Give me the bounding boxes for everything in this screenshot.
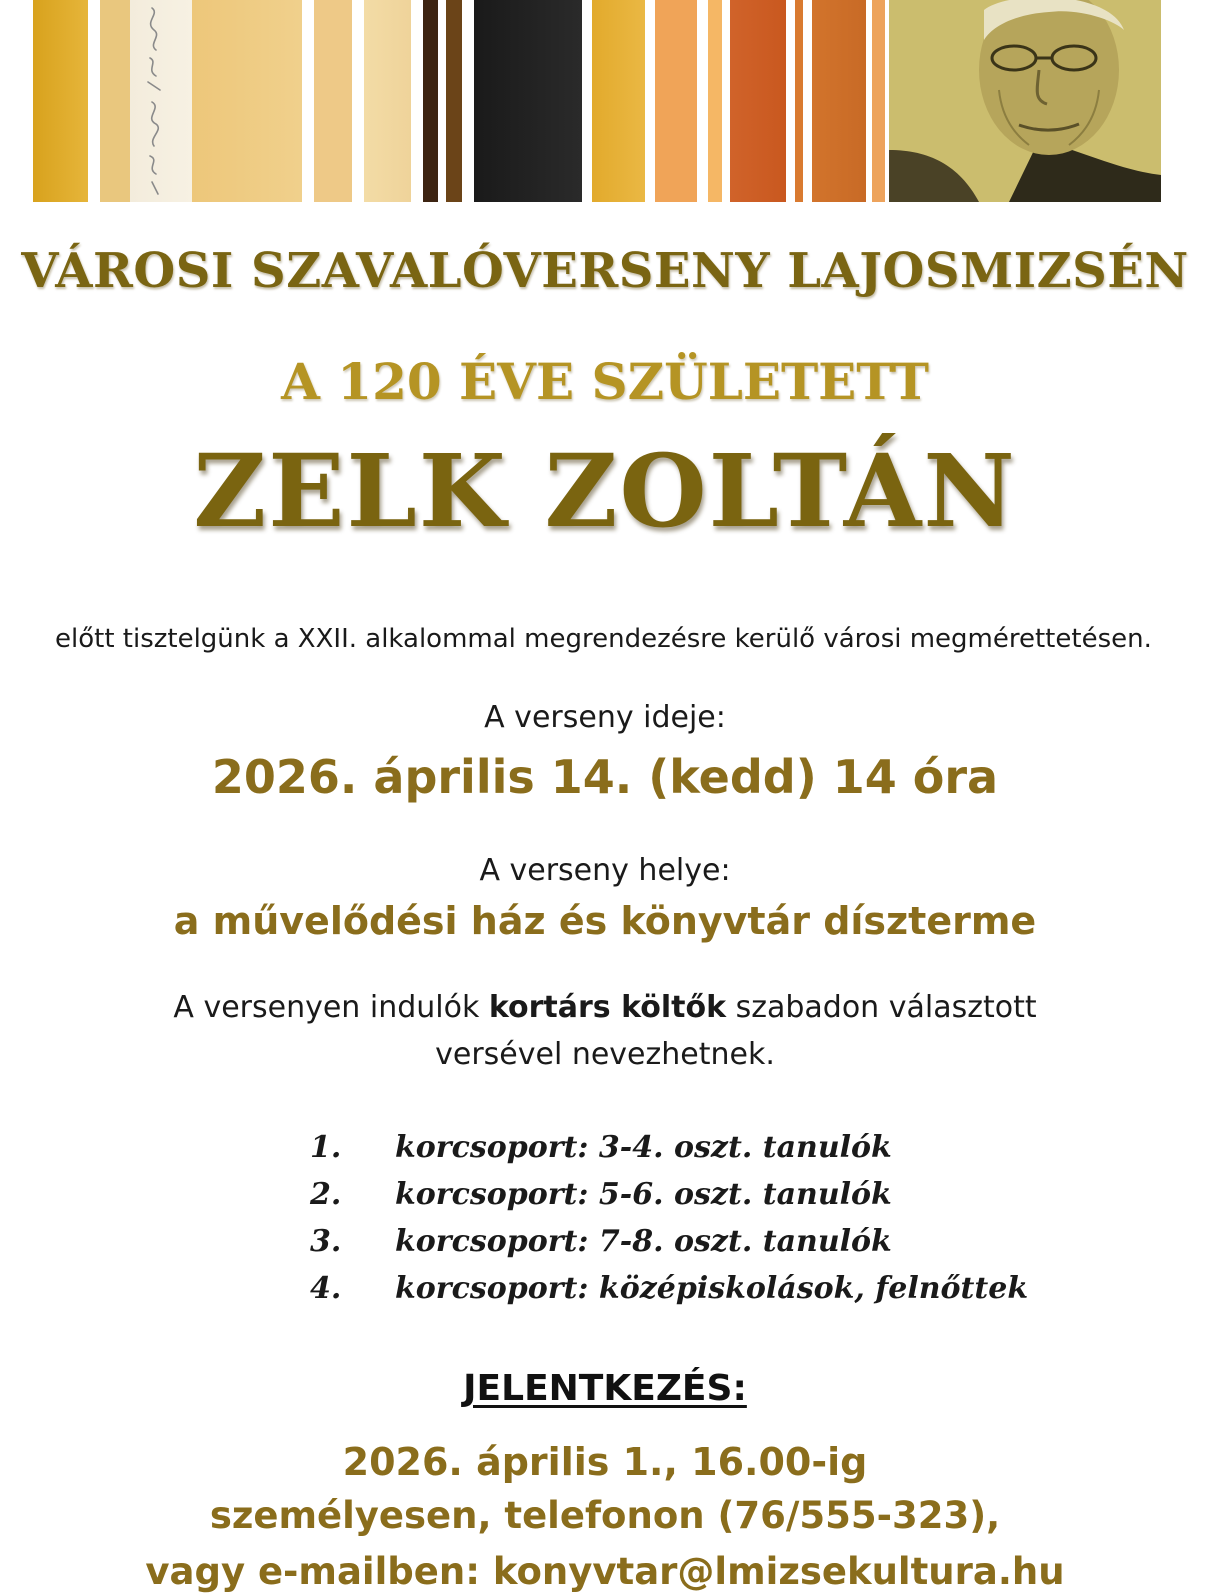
banner-stripe	[812, 0, 866, 202]
poet-name: ZELK ZOLTÁN	[193, 432, 1017, 550]
banner-stripe	[314, 0, 352, 202]
list-item-number: 2.	[310, 1177, 342, 1212]
list-item	[300, 1130, 1100, 1177]
banner-stripe	[872, 0, 885, 202]
list-item-number: 4.	[310, 1271, 342, 1306]
registration-heading: JELENTKEZÉS:	[463, 1368, 747, 1409]
list-item-number: 3.	[310, 1224, 342, 1259]
banner-stripe	[795, 0, 803, 202]
age-group-list	[300, 1130, 1100, 1318]
banner-stripe	[474, 0, 582, 202]
banner-stripe	[100, 0, 130, 202]
time-value: 2026. április 14. (kedd) 14 óra	[211, 750, 999, 804]
list-item	[300, 1271, 1100, 1318]
banner-stripe	[192, 0, 302, 202]
event-subtitle: A 120 ÉVE SZÜLETETT	[281, 352, 929, 411]
rules-emphasis: kortárs költők	[488, 990, 727, 1025]
list-item-text: korcsoport: 3-4. oszt. tanulók	[395, 1130, 892, 1165]
banner-stripe	[592, 0, 645, 202]
place-label: A verseny helye:	[479, 853, 731, 888]
place-value: a művelődési ház és könyvtár díszterme	[173, 899, 1037, 943]
event-title: VÁROSI SZAVALÓVERSENY LAJOSMIZSÉN	[21, 243, 1189, 299]
rules-text	[0, 990, 1210, 1025]
registration-deadline: 2026. április 1., 16.00-ig	[342, 1440, 868, 1484]
list-item	[300, 1177, 1100, 1224]
banner-stripe	[655, 0, 697, 202]
banner-stripe	[708, 0, 722, 202]
banner-stripe	[364, 0, 411, 202]
list-item-number: 1.	[310, 1130, 342, 1165]
list-item-text: korcsoport: 7-8. oszt. tanulók	[395, 1224, 892, 1259]
registration-contact: személyesen, telefonon (76/555-323),	[209, 1494, 1001, 1537]
intro-text: előtt tisztelgünk a XXII. alkalommal megrendezésre kerülő városi megmérettetésen.	[55, 624, 1152, 654]
rules-before: A versenyen indulók	[173, 990, 489, 1025]
list-item	[300, 1224, 1100, 1271]
banner-stripe	[423, 0, 438, 202]
signature-graphic	[130, 0, 192, 202]
rules-text-line2: versével nevezhetnek.	[435, 1037, 775, 1072]
banner-stripe	[730, 0, 786, 202]
banner-stripe	[446, 0, 462, 202]
header-banner	[0, 0, 1210, 205]
rules-after: szabadon választott	[726, 990, 1037, 1025]
list-item-text: korcsoport: 5-6. oszt. tanulók	[395, 1177, 892, 1212]
registration-email: vagy e-mailben: konyvtar@lmizsekultura.hu	[145, 1550, 1065, 1593]
time-label: A verseny ideje:	[484, 700, 726, 735]
poet-portrait	[889, 0, 1161, 202]
banner-stripe	[33, 0, 88, 202]
list-item-text: korcsoport: középiskolások, felnőttek	[395, 1271, 1029, 1306]
